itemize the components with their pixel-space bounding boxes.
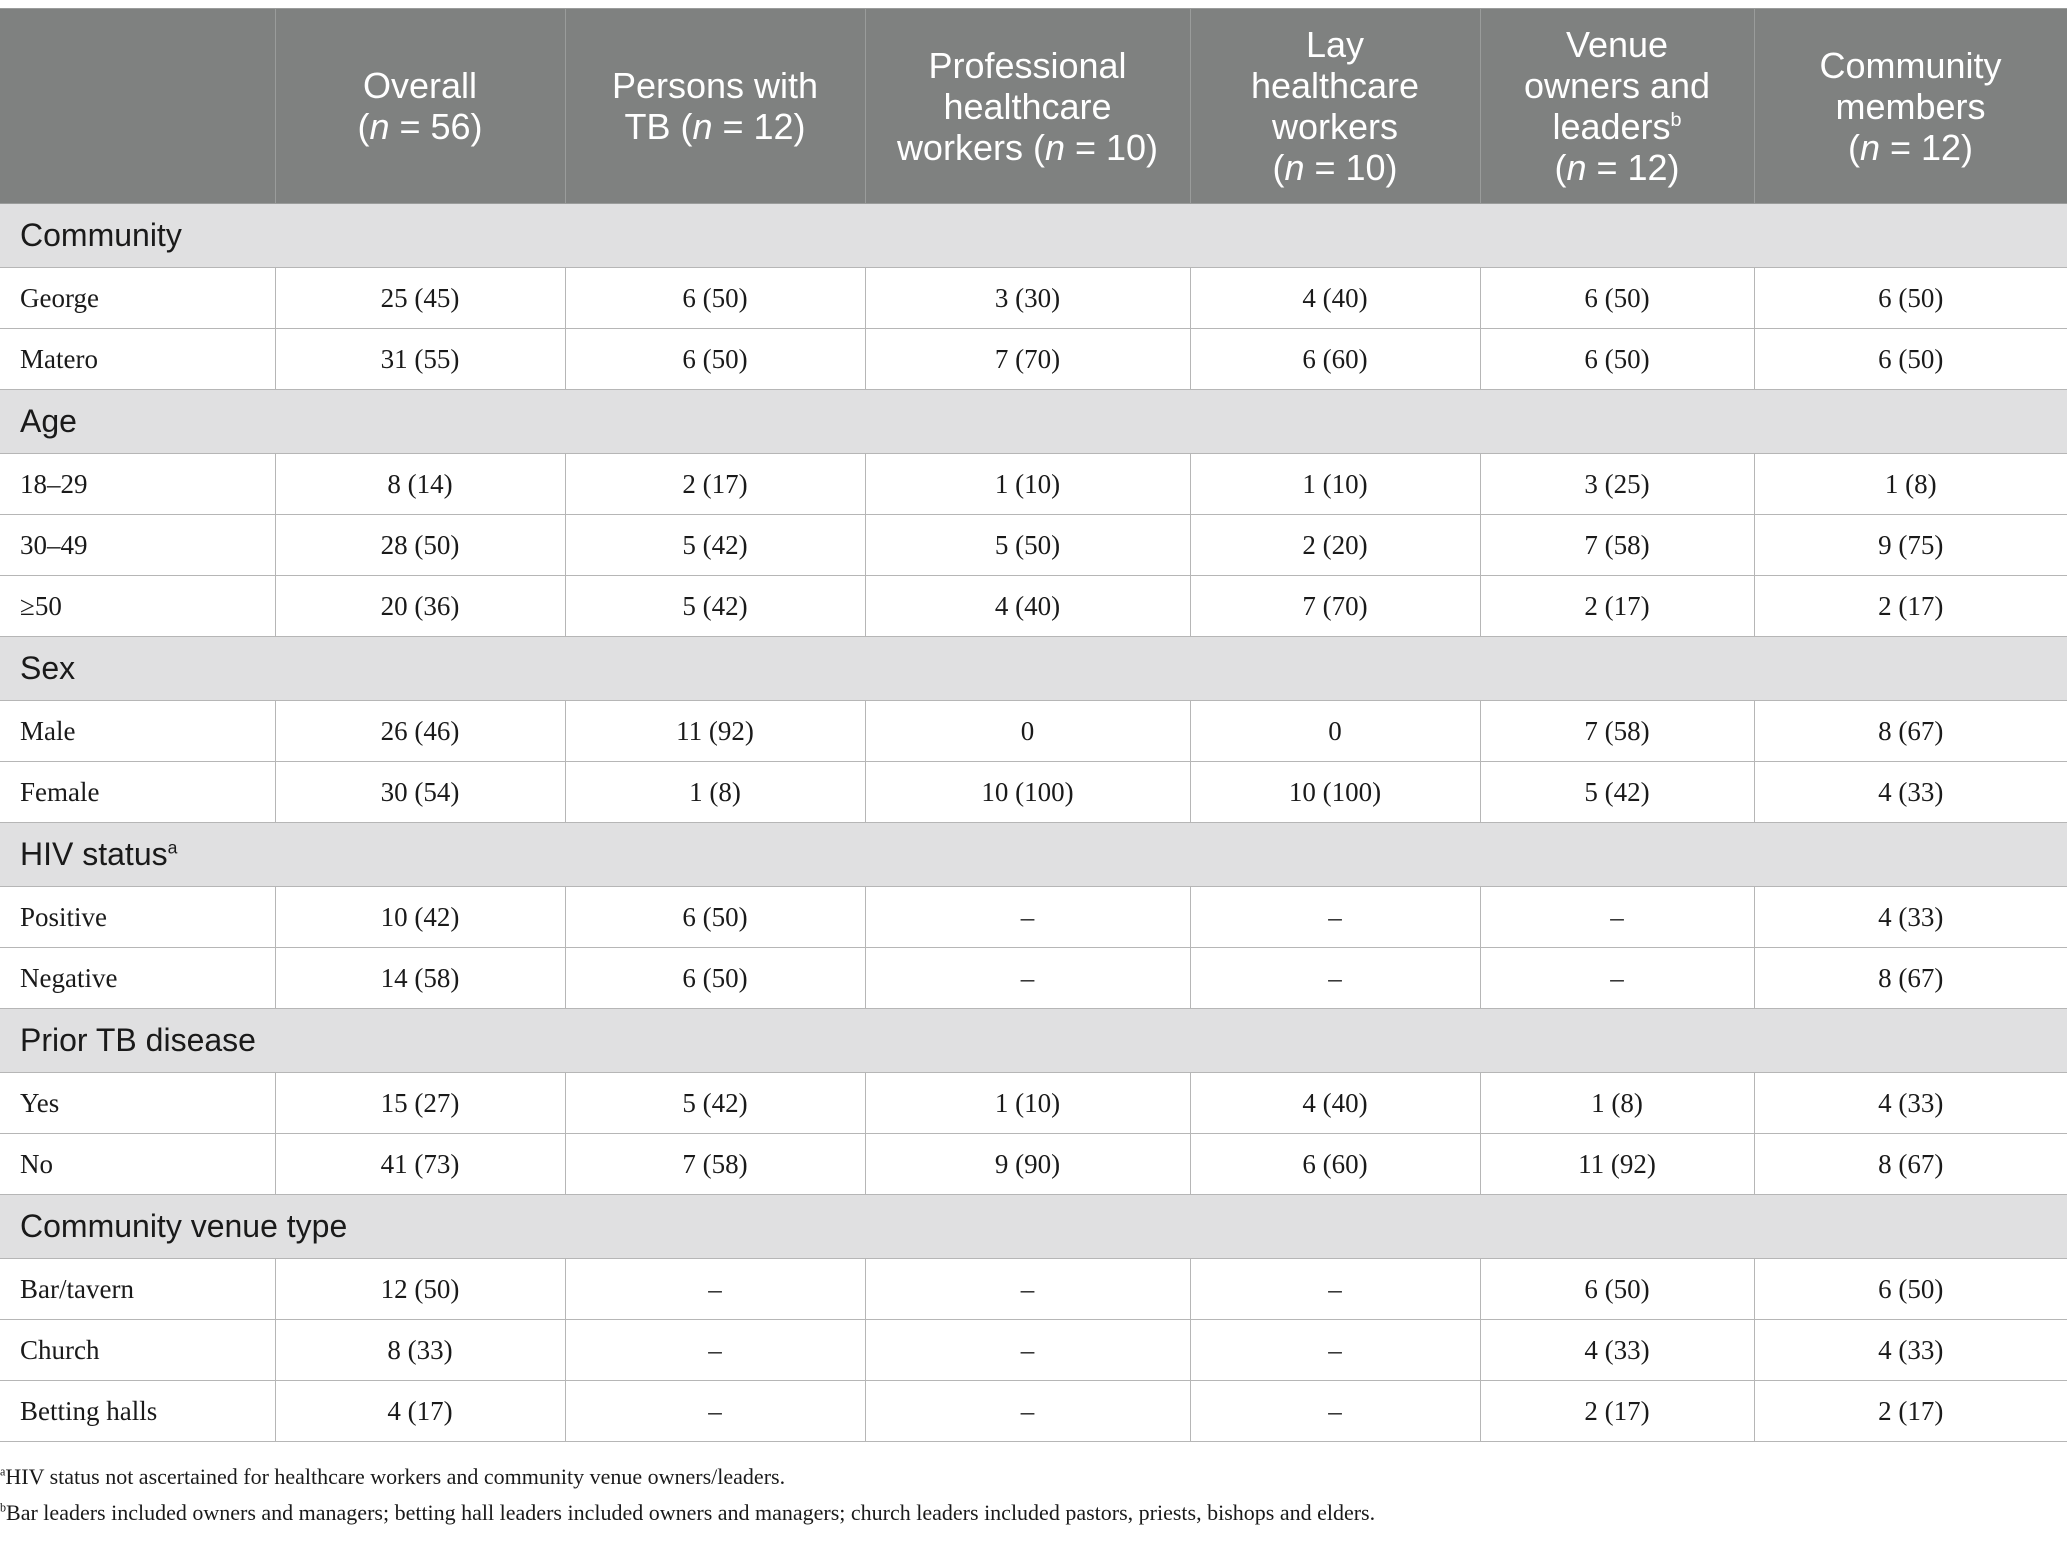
table-cell: 4 (40) <box>1190 1073 1480 1134</box>
table-cell: 1 (8) <box>1754 454 2067 515</box>
row-label: ≥50 <box>0 576 275 637</box>
section-title <box>0 390 2067 454</box>
table-cell: 6 (50) <box>565 329 865 390</box>
table-cell: 2 (17) <box>1754 576 2067 637</box>
table-cell: 14 (58) <box>275 948 565 1009</box>
table-cell: 1 (8) <box>1480 1073 1754 1134</box>
table-cell: 28 (50) <box>275 515 565 576</box>
demographics-table-container <box>0 8 2067 1442</box>
section-row <box>0 1009 2067 1073</box>
footnote-marker: a <box>167 837 178 858</box>
table-header <box>0 9 2067 204</box>
row-label: Matero <box>0 329 275 390</box>
table-cell: 10 (100) <box>865 762 1190 823</box>
table-cell: 2 (20) <box>1190 515 1480 576</box>
row-label: Bar/tavern <box>0 1259 275 1320</box>
table-cell: 2 (17) <box>1480 576 1754 637</box>
table-row <box>0 576 2067 637</box>
table-cell: – <box>865 1259 1190 1320</box>
footnote-b: $^b$Bar leaders included owners and managers; betting hall leaders included owners and managers; church leaders included pastors, priests, bishops and elders. <box>0 1500 1376 1525</box>
header-overall: Overall (n = 56) <box>275 9 565 204</box>
section-title <box>0 1195 2067 1259</box>
section-title-text: Community <box>20 217 182 253</box>
table-cell: 6 (50) <box>1754 329 2067 390</box>
table-cell: 5 (42) <box>565 576 865 637</box>
table-cell: 4 (17) <box>275 1381 565 1442</box>
table-cell: 4 (33) <box>1754 762 2067 823</box>
table-cell: 6 (50) <box>1754 1259 2067 1320</box>
table-cell: – <box>1480 948 1754 1009</box>
row-label: Yes <box>0 1073 275 1134</box>
table-row <box>0 1320 2067 1381</box>
table-cell: 25 (45) <box>275 268 565 329</box>
table-row <box>0 268 2067 329</box>
table-cell: 6 (50) <box>1480 1259 1754 1320</box>
demographics-table <box>0 8 2067 1442</box>
table-cell: 41 (73) <box>275 1134 565 1195</box>
table-cell: 4 (33) <box>1754 1320 2067 1381</box>
table-cell: 0 <box>1190 701 1480 762</box>
row-label: Female <box>0 762 275 823</box>
footnotes <box>0 1462 1375 1534</box>
row-label: No <box>0 1134 275 1195</box>
section-title-text: Age <box>20 403 77 439</box>
table-cell: 1 (8) <box>565 762 865 823</box>
header-community-members: Community members (n = 12) <box>1754 9 2067 204</box>
table-cell: 5 (42) <box>1480 762 1754 823</box>
table-row <box>0 887 2067 948</box>
section-row <box>0 823 2067 887</box>
row-label: Negative <box>0 948 275 1009</box>
table-cell: 6 (50) <box>565 268 865 329</box>
table-cell: 4 (40) <box>865 576 1190 637</box>
table-cell: 0 <box>865 701 1190 762</box>
table-cell: 4 (33) <box>1480 1320 1754 1381</box>
section-title <box>0 204 2067 268</box>
header-persons-with-tb: Persons with TB (n = 12) <box>565 9 865 204</box>
table-body <box>0 204 2067 1442</box>
table-cell: 8 (33) <box>275 1320 565 1381</box>
table-cell: 6 (50) <box>1480 268 1754 329</box>
table-cell: 11 (92) <box>565 701 865 762</box>
section-title-text: HIV status <box>20 836 168 872</box>
section-row <box>0 1195 2067 1259</box>
table-cell: 5 (42) <box>565 515 865 576</box>
table-cell: – <box>865 1381 1190 1442</box>
table-cell: 10 (42) <box>275 887 565 948</box>
table-cell: 1 (10) <box>1190 454 1480 515</box>
table-cell: 6 (50) <box>1480 329 1754 390</box>
section-row <box>0 204 2067 268</box>
table-cell: 1 (10) <box>865 1073 1190 1134</box>
table-cell: – <box>565 1320 865 1381</box>
table-cell: – <box>1190 948 1480 1009</box>
table-cell: 8 (67) <box>1754 1134 2067 1195</box>
table-cell: 5 (50) <box>865 515 1190 576</box>
header-professional-hcw: Professional healthcare workers (n = 10) <box>865 9 1190 204</box>
section-row <box>0 637 2067 701</box>
table-cell: 7 (58) <box>1480 701 1754 762</box>
header-empty <box>0 9 275 204</box>
row-label: Church <box>0 1320 275 1381</box>
table-cell: 6 (60) <box>1190 329 1480 390</box>
section-title-text: Prior TB disease <box>20 1022 256 1058</box>
header-lay-hcw: Lay healthcare workers (n = 10) <box>1190 9 1480 204</box>
table-cell: 8 (67) <box>1754 701 2067 762</box>
row-label: 30–49 <box>0 515 275 576</box>
table-row <box>0 762 2067 823</box>
section-title <box>0 637 2067 701</box>
table-cell: 1 (10) <box>865 454 1190 515</box>
row-label: 18–29 <box>0 454 275 515</box>
table-row <box>0 1073 2067 1134</box>
row-label: Positive <box>0 887 275 948</box>
table-cell: 15 (27) <box>275 1073 565 1134</box>
table-cell: 2 (17) <box>565 454 865 515</box>
table-cell: 7 (58) <box>565 1134 865 1195</box>
section-row <box>0 390 2067 454</box>
table-cell: 9 (75) <box>1754 515 2067 576</box>
row-label: George <box>0 268 275 329</box>
table-cell: – <box>565 1381 865 1442</box>
table-cell: – <box>1190 1259 1480 1320</box>
table-cell: 10 (100) <box>1190 762 1480 823</box>
table-cell: 20 (36) <box>275 576 565 637</box>
section-title-text: Sex <box>20 650 76 686</box>
table-cell: – <box>1190 887 1480 948</box>
table-cell: – <box>1480 887 1754 948</box>
table-cell: 30 (54) <box>275 762 565 823</box>
table-cell: 31 (55) <box>275 329 565 390</box>
table-cell: 4 (33) <box>1754 887 2067 948</box>
table-cell: – <box>865 948 1190 1009</box>
table-cell: 9 (90) <box>865 1134 1190 1195</box>
table-row <box>0 454 2067 515</box>
table-cell: 4 (33) <box>1754 1073 2067 1134</box>
section-title <box>0 1009 2067 1073</box>
header-row <box>0 9 2067 204</box>
table-row <box>0 701 2067 762</box>
table-cell: 6 (50) <box>565 948 865 1009</box>
table-row <box>0 515 2067 576</box>
table-cell: 6 (50) <box>565 887 865 948</box>
table-cell: – <box>1190 1320 1480 1381</box>
table-cell: – <box>865 887 1190 948</box>
table-cell: – <box>565 1259 865 1320</box>
table-cell: 8 (14) <box>275 454 565 515</box>
table-cell: 5 (42) <box>565 1073 865 1134</box>
table-cell: 3 (25) <box>1480 454 1754 515</box>
table-cell: 2 (17) <box>1480 1381 1754 1442</box>
table-cell: 6 (60) <box>1190 1134 1480 1195</box>
table-row <box>0 1381 2067 1442</box>
table-cell: – <box>865 1320 1190 1381</box>
section-title-text: Community venue type <box>20 1208 348 1244</box>
table-cell: 12 (50) <box>275 1259 565 1320</box>
table-cell: 7 (70) <box>1190 576 1480 637</box>
row-label: Betting halls <box>0 1381 275 1442</box>
table-row <box>0 329 2067 390</box>
table-cell: 8 (67) <box>1754 948 2067 1009</box>
table-cell: 7 (58) <box>1480 515 1754 576</box>
table-cell: 2 (17) <box>1754 1381 2067 1442</box>
table-cell: 4 (40) <box>1190 268 1480 329</box>
table-row <box>0 948 2067 1009</box>
table-row <box>0 1134 2067 1195</box>
footnote-a: $^a$HIV status not ascertained for healthcare workers and community venue owners/leaders. <box>0 1464 786 1489</box>
table-cell: – <box>1190 1381 1480 1442</box>
table-row <box>0 1259 2067 1320</box>
table-cell: 11 (92) <box>1480 1134 1754 1195</box>
row-label: Male <box>0 701 275 762</box>
table-cell: 26 (46) <box>275 701 565 762</box>
header-venue-owners: Venue owners and leaders$^b$ (n = 12) <box>1480 9 1754 204</box>
table-cell: 6 (50) <box>1754 268 2067 329</box>
table-cell: 3 (30) <box>865 268 1190 329</box>
table-cell: 7 (70) <box>865 329 1190 390</box>
section-title <box>0 823 2067 887</box>
